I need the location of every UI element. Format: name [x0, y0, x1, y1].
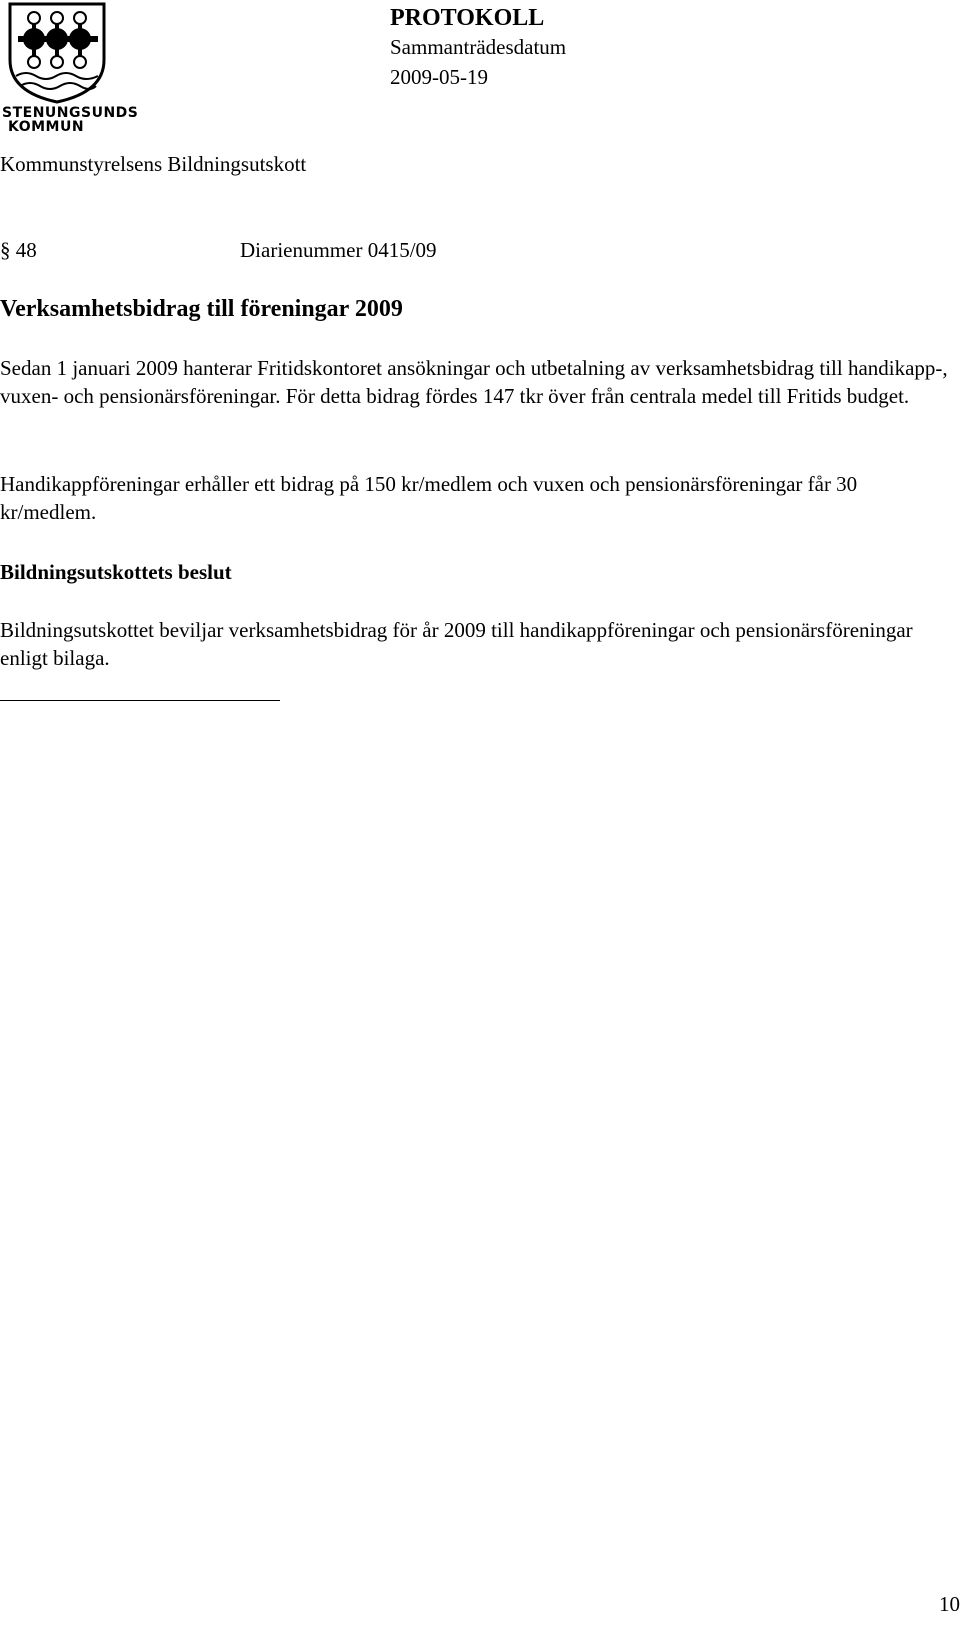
document-header [390, 4, 566, 92]
committee-name: Kommunstyrelsens Bildningsutskott [0, 152, 307, 176]
section-header [0, 236, 437, 264]
page-number: 10 [939, 1592, 960, 1616]
decision-text: Bildningsutskottet beviljar verksamhetsbidrag för år 2009 till handikappföreningar och pensionärsföreningar enligt bilaga. [0, 618, 913, 670]
decision-heading: Bildningsutskottets beslut [0, 560, 232, 584]
document-type: PROTOKOLL [390, 5, 545, 31]
coat-of-arms-icon [0, 0, 120, 106]
meeting-date: 2009-05-19 [390, 65, 488, 89]
page-title: Verksamhetsbidrag till föreningar 2009 [0, 296, 403, 322]
logo-text-line2: KOMMUN [8, 119, 85, 135]
registration-number: Diarienummer 0415/09 [240, 238, 437, 262]
logo-text-line1: STENUNGSUNDS [2, 105, 139, 121]
body-paragraph-2: Handikappföreningar erhåller ett bidrag på 150 kr/medlem och vuxen och pensionärsföreningar får 30 kr/medlem. [0, 472, 858, 524]
municipality-logo [0, 0, 139, 138]
signature-divider [0, 700, 280, 701]
meeting-date-label: Sammanträdesdatum [390, 35, 567, 59]
section-number: § 48 [0, 238, 37, 262]
body-paragraph-1: Sedan 1 januari 2009 hanterar Fritidskontoret ansökningar och utbetalning av verksamhetsbidrag till handikapp-, vuxen- och pensionärsföreningar. För detta bidrag fördes 147 tkr över från centrala medel till Fritids budget. [0, 356, 948, 408]
